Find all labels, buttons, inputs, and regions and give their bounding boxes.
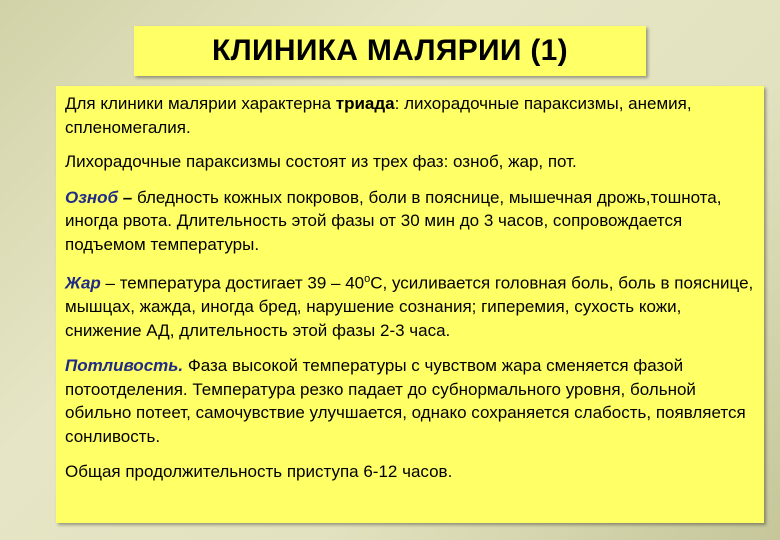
chills-text: бледность кожных покровов, боли в пояснице, мышечная дрожь,тошнота, иногда рвота. Длительность этой фазы от 30 мин до 3 часов, сопровождается подъемом температуры. xyxy=(65,187,722,254)
triad-text-after: : лихорадочные параксизмы, анемия, спленомегалия. xyxy=(65,94,692,137)
fever-text-before: – температура достигает 39 – 40 xyxy=(100,273,365,293)
paragraph-sweating xyxy=(65,354,754,448)
paragraph-chills xyxy=(65,186,754,257)
chills-lead: Озноб xyxy=(65,187,119,207)
chills-dash: – xyxy=(118,187,137,207)
paragraph-triad xyxy=(65,92,754,139)
slide-title: КЛИНИКА МАЛЯРИИ (1) xyxy=(212,34,568,67)
sweating-lead: Потливость. xyxy=(65,356,184,376)
title-box xyxy=(134,26,646,76)
paragraph-fever xyxy=(65,268,754,342)
fever-lead: Жар xyxy=(65,273,101,293)
fever-text-after: С, усиливается головная боль, боль в пояснице, мышцах, жажда, иногда бред, нарушение сознания; гиперемия, сухость кожи, снижение АД, длительность этой фазы 2-3 часа. xyxy=(65,273,754,340)
paragraph-duration: Общая продолжительность приступа 6-12 часов. xyxy=(65,462,453,482)
sweating-text: Фаза высокой температуры с чувством жара сменяется фазой потоотделения. Температура резко падает до субнормального уровня, больной обильно потеет, самочувствие улучшается, однако сохраняется слабость, появляется сонливость. xyxy=(65,356,746,446)
degree-sup: о xyxy=(364,273,371,285)
triad-text-before: Для клиники малярии характерна xyxy=(65,94,336,113)
content-box xyxy=(56,86,764,523)
triad-bold: триада xyxy=(335,94,395,113)
paragraph-phases: Лихорадочные параксизмы состоят из трех фаз: озноб, жар, пот. xyxy=(65,152,577,171)
